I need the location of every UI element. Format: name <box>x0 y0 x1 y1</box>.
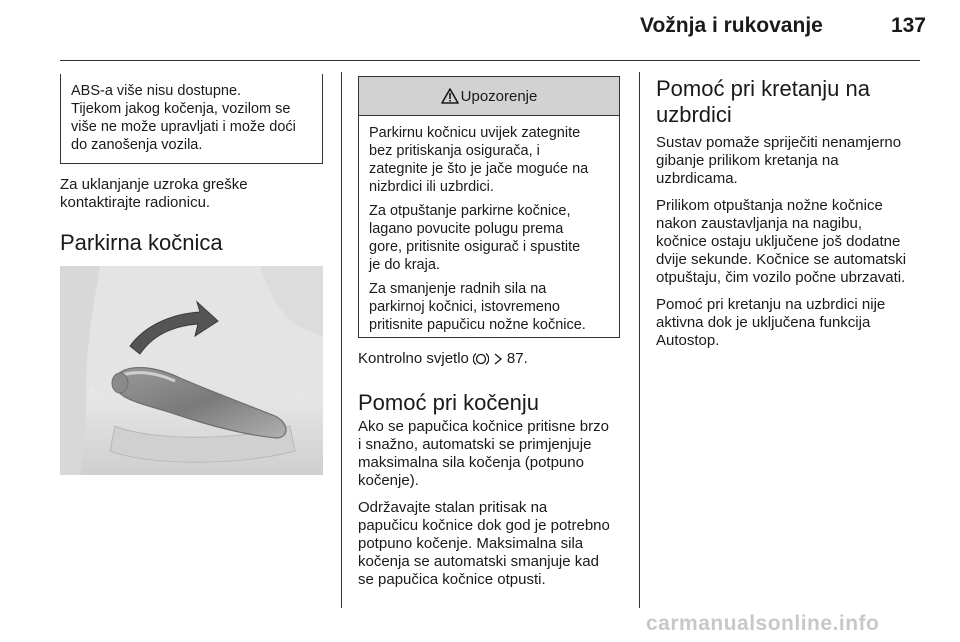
header-divider <box>60 60 920 61</box>
watermark: carmanualsonline.info <box>646 612 880 635</box>
paragraph <box>656 296 931 350</box>
warning-title: Upozorenje <box>460 87 538 105</box>
continued-note-box <box>60 74 323 164</box>
warning-line: parkirnoj kočnici, istovremeno <box>369 299 560 315</box>
section-heading-parking-brake: Parkirna kočnica <box>60 230 223 255</box>
parking-brake-illustration <box>60 266 323 475</box>
warning-line: lagano povucite polugu prema <box>369 221 564 237</box>
warning-paragraph <box>369 280 611 334</box>
parking-brake-drawing <box>60 266 323 475</box>
column-divider-1 <box>341 72 342 608</box>
paragraph-line: papučicu kočnice dok god je potrebno <box>358 517 610 534</box>
column-divider-2 <box>639 72 640 608</box>
paragraph-line: Za uklanjanje uzroka greške <box>60 176 248 193</box>
heading-line: uzbrdici <box>656 102 732 127</box>
paragraph-line: otpuštaju, čim vozilo počne ubrzavati. <box>656 269 906 286</box>
paragraph <box>656 134 931 188</box>
paragraph-line: kontaktirajte radionicu. <box>60 194 211 211</box>
brake-warning-lamp-icon <box>473 351 489 367</box>
section-heading-hill-start-assist <box>656 76 926 128</box>
paragraph-line: nakon zaustavljanja na nagibu, <box>656 215 862 232</box>
paragraph-line: potpuno kočenje. Maksimalna sila <box>358 535 584 552</box>
paragraph-line: kočnice ostaju uključene još dodatne <box>656 233 901 250</box>
page-header-title: Vožnja i rukovanje <box>640 14 823 37</box>
paragraph <box>656 197 931 287</box>
indicator-text: Kontrolno svjetlo <box>358 350 469 367</box>
warning-box <box>358 76 620 338</box>
warning-line: gore, pritisnite osigurač i spustite <box>369 239 581 255</box>
warning-line: nizbrdici ili uzbrdici. <box>369 179 494 195</box>
warning-triangle-icon <box>441 88 459 104</box>
paragraph-line: kočenje). <box>358 472 419 489</box>
paragraph-line: se papučica kočnice otpusti. <box>358 571 546 588</box>
note-line: do zanošenja vozila. <box>71 137 203 153</box>
warning-body <box>359 116 619 334</box>
paragraph-line: Ako se papučica kočnice pritisne brzo <box>358 418 609 435</box>
left-paragraph <box>60 176 330 212</box>
warning-line: Za smanjenje radnih sila na <box>369 281 547 297</box>
paragraph-line: maksimalna sila kočenja (potpuno <box>358 454 584 471</box>
warning-line: pritisnite papučicu nožne kočnice. <box>369 317 586 333</box>
paragraph-line: Autostop. <box>656 332 720 349</box>
warning-line: zategnite je što je jače moguće na <box>369 161 589 177</box>
paragraph-line: Prilikom otpuštanja nožne kočnice <box>656 197 883 214</box>
note-line: Tijekom jakog kočenja, vozilom se <box>71 101 291 117</box>
paragraph-line: aktivna dok je uključena funkcija <box>656 314 871 331</box>
indicator-line <box>358 350 628 368</box>
paragraph-line: i snažno, automatski se primjenjuje <box>358 436 592 453</box>
paragraph-line: gibanje prilikom kretanja na <box>656 152 839 169</box>
page-reference-arrow-icon <box>493 352 503 366</box>
paragraph <box>358 499 633 589</box>
warning-header <box>359 77 619 116</box>
paragraph-line: dvije sekunde. Kočnice se automatski <box>656 251 907 268</box>
paragraph <box>358 418 633 490</box>
indicator-page-ref: 87. <box>506 350 528 367</box>
warning-line: Za otpuštanje parkirne kočnice, <box>369 203 571 219</box>
hill-start-assist-text <box>656 134 931 359</box>
warning-line: Parkirnu kočnicu uvijek zategnite <box>369 125 581 141</box>
heading-line: Pomoć pri kretanju na <box>656 76 870 101</box>
paragraph-line: Pomoć pri kretanju na uzbrdici nije <box>656 296 886 313</box>
warning-paragraph <box>369 124 611 196</box>
note-line: više ne može upravljati i može doći <box>71 119 296 135</box>
note-line: ABS-a više nisu dostupne. <box>71 83 242 99</box>
page-number: 137 <box>890 14 926 37</box>
paragraph-line: Sustav pomaže spriječiti nenamjerno <box>656 134 902 151</box>
paragraph-line: uzbrdicama. <box>656 170 738 187</box>
brake-assist-text <box>358 418 633 598</box>
section-heading-brake-assist: Pomoć pri kočenju <box>358 390 539 415</box>
warning-paragraph <box>369 202 611 274</box>
paragraph-line: kočenja se automatski smanjuje kad <box>358 553 599 570</box>
paragraph-line: Održavajte stalan pritisak na <box>358 499 548 516</box>
warning-line: je do kraja. <box>369 257 440 273</box>
warning-line: bez pritiskanja osigurača, i <box>369 143 540 159</box>
